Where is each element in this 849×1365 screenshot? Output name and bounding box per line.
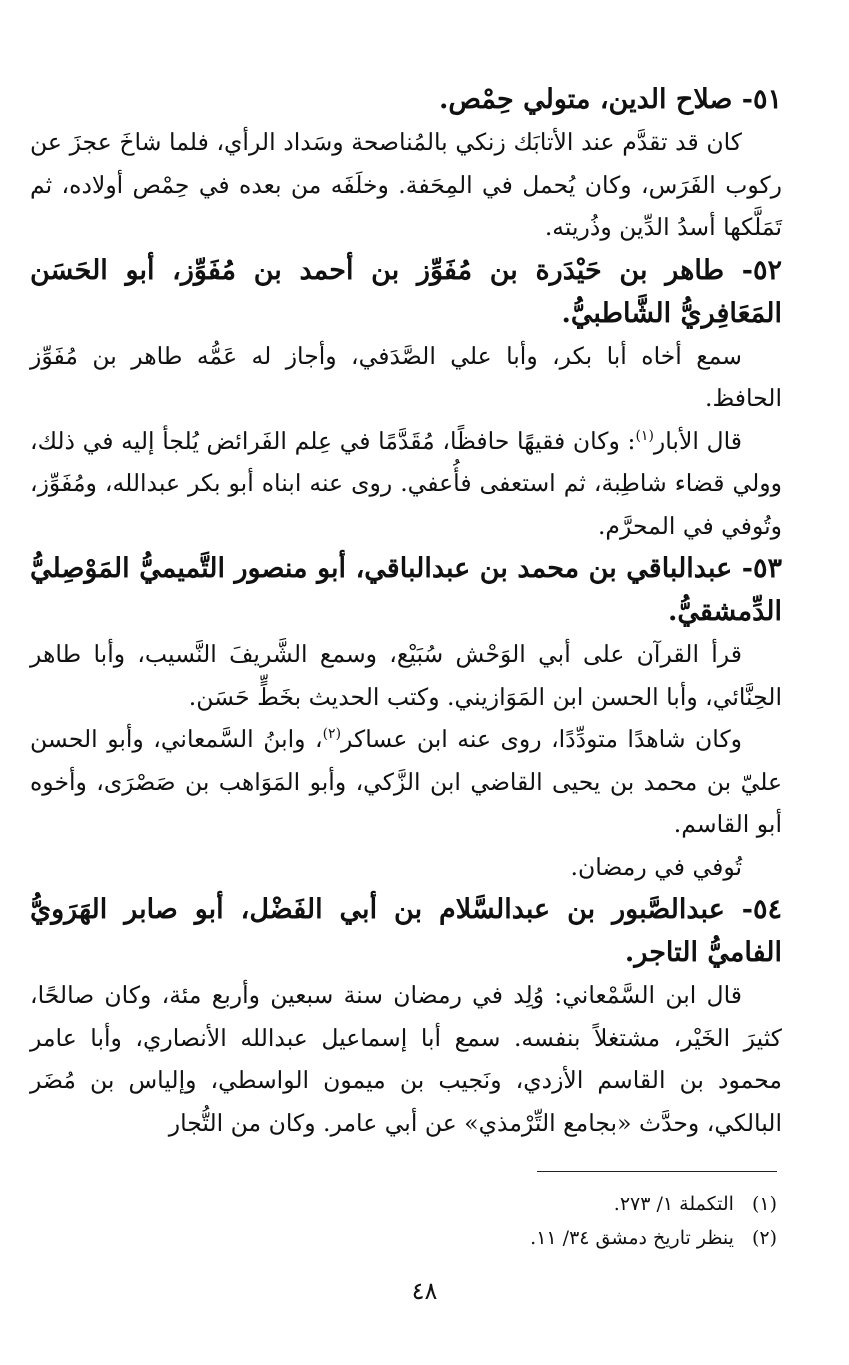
footnote-1-text: التكملة ١/ ٢٧٣. xyxy=(613,1193,734,1215)
entry-52-paragraph-2: قال الأبار$^{(١)}$: وكان فقيهًا حافظًا، مُقَدَّمًا في عِلم الفَرائض يُلجأ إليه في ذلك، وولي قضاء شاطِبة، ثم استعفى فأُعفي. روى عنه ابناه أبو بكر عبدالله، ومُفَوِّز، وتُوفي في المحرَّم. xyxy=(30,426,782,540)
page-number: ٤٨ xyxy=(411,1277,438,1305)
footnote-2-mark: (٢) xyxy=(751,1227,777,1249)
footnote-ref-1[interactable]: (١) xyxy=(635,427,654,444)
footnotes xyxy=(530,1187,777,1255)
entry-53-text-b: ، وابنُ السَّمعاني، وأبو الحسن عليّ بن محمد بن يحيى القاضي ابن الزَّكي، وأبو المَوَاهب بن صَصْرَى، وأخوه أبو القاسم. xyxy=(30,725,782,838)
entry-54-paragraph: قال ابن السَّمْعاني: وُلِد في رمضان سنة سبعين وأربع مئة، وكان صالحًا، كثيرَ الخَيْر، مشتغلاً بنفسه. سمع أبا إسماعيل عبدالله الأنصاري، وأبا عامر محمود بن القاسم الأزدي، ونَجيب بن ميمون الواسطي، وإلياس بن مُضَر البالكي، وحدَّث «بجامع التِّرْمذي» عن أبي عامر. وكان من التُّجار xyxy=(30,981,782,1137)
entry-heading-52: ٥٢- طاهر بن حَيْدَرة بن مُفَوِّز بن أحمد بن مُفَوِّز، أبو الحَسَن المَعَافِريُّ الشَّاطبيُّ. xyxy=(30,254,782,329)
footnote-divider xyxy=(537,1171,777,1172)
entry-52-quote-intro: قال الأبار xyxy=(653,426,743,455)
entry-53-paragraph-1: قرأ القرآن على أبي الوَحْش سُبَيْع، وسمع الشَّريفَ النَّسيب، وأبا طاهر الحِنَّائي، وأبا الحسن ابن المَوَازيني. وكتب الحديث بخَطٍّ حَسَن. xyxy=(30,640,782,711)
entry-53-text-a: وكان شاهدًا متودِّدًا، روى عنه ابن عساكر xyxy=(341,725,742,753)
entry-51-paragraph: كان قد تقدَّم عند الأتابَك زنكي بالمُناصحة وسَداد الرأي، فلما شاخَ عجزَ عن ركوب الفَرَس، وكان يُحمل في المِحَفة. وخلَفَه من بعده في حِمْص أولاده، ثم تَمَلَّكها أسدُ الدِّين وذُريته. xyxy=(30,128,782,241)
entry-heading-53: ٥٣- عبدالباقي بن محمد بن عبدالباقي، أبو منصور التَّميميُّ المَوْصِليُّ الدِّمشقيُّ. xyxy=(30,553,782,627)
footnote-1 xyxy=(530,1187,777,1221)
entry-52-quote-body: وكان فقيهًا حافظًا، مُقَدَّمًا في عِلم الفَرائض يُلجأ إليه في ذلك، وولي قضاء شاطِبة، ثم استعفى فأُعفي. روى عنه ابناه أبو بكر عبدالله، ومُفَوِّز، وتُوفي في المحرَّم. xyxy=(30,426,782,540)
footnote-2-text: ينظر تاريخ دمشق ٣٤/ ١١. xyxy=(530,1227,734,1249)
entry-heading-51: ٥١- صلاح الدين، متولي حِمْص. xyxy=(438,84,782,115)
entry-heading-54: ٥٤- عبدالصَّبور بن عبدالسَّلام بن أبي الفَضْل، أبو صابر الهَرَويُّ الفاميُّ التاجر. xyxy=(30,894,782,968)
footnote-ref-2[interactable]: (٢) xyxy=(322,726,342,743)
page-body xyxy=(30,78,782,1144)
entry-53-paragraph-2 xyxy=(30,718,782,846)
entry-53-paragraph-3: تُوفي في رمضان. xyxy=(570,852,742,881)
entry-52-paragraph-1: سمع أخاه أبا بكر، وأبا علي الصَّدَفي، وأجاز له عَمُّه طاهر بن مُفَوِّز الحافظ. xyxy=(30,341,782,412)
footnote-2 xyxy=(530,1221,777,1255)
footnote-1-mark: (١) xyxy=(751,1193,777,1215)
